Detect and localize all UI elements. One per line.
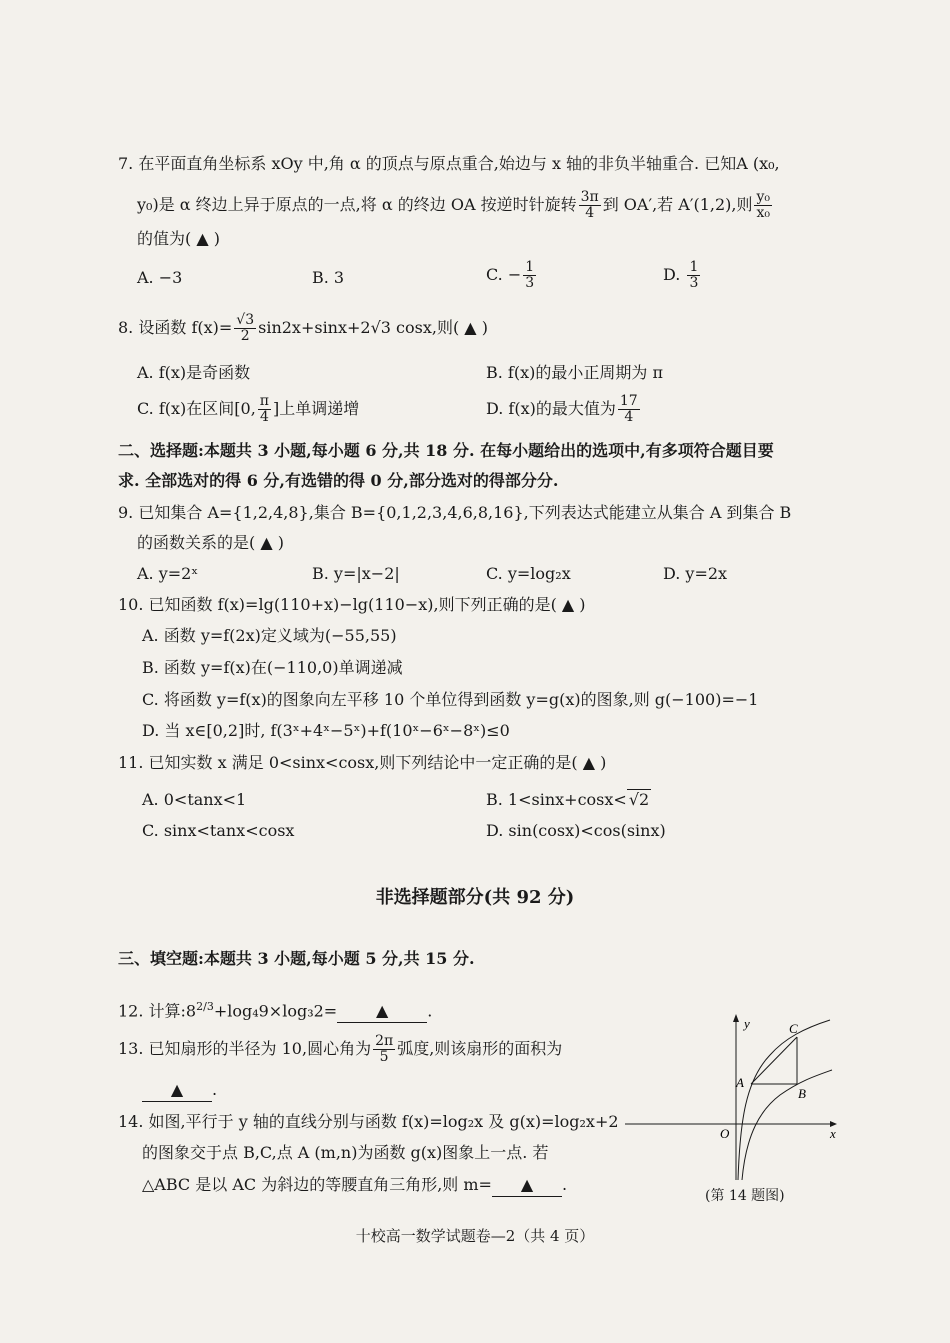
section3-heading: 三、填空题:本题共 3 小题,每小题 5 分,共 15 分. — [118, 949, 475, 968]
y-axis-arrow — [733, 1014, 739, 1022]
label-x: x — [830, 1126, 836, 1141]
q13-line2: ▲ . — [142, 1079, 217, 1102]
q7-line2-b: 到 OA′,若 A′(1,2),则 — [602, 195, 753, 214]
q12-answer-blank: ▲ — [337, 1000, 427, 1023]
q8-sqrt3-over-2: $\frac{√3}{2}$ — [236, 312, 255, 344]
q14-line1: 14. 如图,平行于 y 轴的直线分别与函数 f(x)=log₂x 及 g(x)=log₂x+2 — [118, 1112, 619, 1131]
q8-option-b: B. f(x)的最小正周期为 π — [486, 363, 663, 382]
q9-line2: 的函数关系的是( ▲ ) — [137, 533, 284, 552]
page-footer: 十校高一数学试题卷—2（共 4 页） — [355, 1227, 595, 1245]
q7-option-c: C. − $\frac{1}{3}$ — [486, 259, 535, 291]
q11-option-b: B. 1<sinx+cosx< √2 — [486, 790, 650, 809]
label-a: A — [736, 1075, 744, 1090]
curve-f — [742, 1070, 832, 1180]
q12: 12. 计算$:8^{2/3}+\log_49\times\log_32=$ ▲ . — [118, 996, 432, 1023]
label-c: C — [789, 1021, 798, 1036]
q14-figure — [620, 1010, 845, 1185]
q7-rotation-fraction: $\frac{3\pi}{4}$ — [580, 189, 599, 221]
figure-caption: (第 14 题图) — [705, 1188, 785, 1204]
q13-answer-blank: ▲ — [142, 1079, 212, 1102]
q9-option-a: A. y=2ˣ — [137, 564, 199, 583]
q8-option-a: A. f(x)是奇函数 — [137, 363, 251, 382]
q7-option-a: A. −3 — [137, 268, 183, 287]
q10-option-a: A. 函数 y=f(2x)定义域为(−55,55) — [142, 626, 397, 645]
q13-line1: 13. 已知扇形的半径为 10,圆心角为 $\frac{2\pi}{5}$ 弧度,则该扇形的面积为 — [118, 1033, 563, 1065]
q8-option-c: C. f(x)在区间[0, $\frac{\pi}{4}$ ]上单调递增 — [137, 393, 360, 425]
q8-option-d: D. f(x)的最大值为 $\frac{17}{4}$ — [486, 393, 638, 425]
q7-line2 — [137, 190, 774, 221]
q7-option-b: B. 3 — [312, 268, 345, 287]
q8-stem: 8. 设函数 f(x)= $\frac{√3}{2}$ sin2x+sinx+2√3 cosx,则( ▲ ) — [118, 312, 488, 344]
q10-option-b: B. 函数 y=f(x)在(−110,0)单调递减 — [142, 658, 403, 677]
label-b: B — [798, 1086, 806, 1101]
q7-line1: 7. 在平面直角坐标系 xOy 中,角 α 的顶点与原点重合,始边与 x 轴的非负半轴重合. 已知A (x₀, — [118, 154, 780, 173]
q14-line3: △ABC 是以 AC 为斜边的等腰直角三角形,则 m= ▲ . — [142, 1174, 567, 1197]
section2-line2: 求. 全部选对的得 6 分,有选错的得 0 分,部分选对的得部分分. — [118, 471, 559, 490]
q9-option-c: C. y=log₂x — [486, 564, 571, 583]
q12-exponent: 2/3 — [196, 1000, 214, 1013]
q7-ratio-fraction: $\frac{\text{y₀}}{\text{x₀}}$ — [756, 189, 771, 221]
q10-option-c: C. 将函数 y=f(x)的图象向左平移 10 个单位得到函数 y=g(x)的图象,则 g(−100)=−1 — [142, 690, 759, 709]
q7-line2-a: y₀)是 α 终边上异于原点的一点,将 α 的终边 OA 按逆时针旋转 — [137, 195, 577, 214]
q10-stem: 10. 已知函数 f(x)=lg(110+x)−lg(110−x),则下列正确的是( ▲ ) — [118, 595, 586, 614]
q9-option-d: D. y=2x — [663, 564, 728, 583]
q9-option-b: B. y=|x−2| — [312, 564, 400, 583]
q11-option-d: D. sin(cosx)<cos(sinx) — [486, 821, 666, 840]
q7-line3: 的值为( ▲ ) — [137, 229, 220, 248]
part2-title: 非选择题部分(共 92 分) — [375, 887, 575, 908]
q9-line1: 9. 已知集合 A={1,2,4,8},集合 B={0,1,2,3,4,6,8,16},下列表达式能建立从集合 A 到集合 B — [118, 503, 792, 522]
curve-g — [738, 1020, 830, 1180]
q11-stem: 11. 已知实数 x 满足 0<sinx<cosx,则下列结论中一定正确的是( ▲ ) — [118, 753, 607, 772]
section2-line1: 二、选择题:本题共 3 小题,每小题 6 分,共 18 分. 在每小题给出的选项中,有多项符合题目要 — [118, 441, 774, 460]
q14-line2: 的图象交于点 B,C,点 A (m,n)为函数 g(x)图象上一点. 若 — [142, 1143, 549, 1162]
q10-option-d: D. 当 x∈[0,2]时, f(3ˣ+4ˣ−5ˣ)+f(10ˣ−6ˣ−8ˣ)≤0 — [142, 721, 510, 740]
segment-ac — [751, 1037, 797, 1084]
q14-answer-blank: ▲ — [492, 1174, 562, 1197]
q7-option-d: D. $\frac{1}{3}$ — [663, 259, 699, 291]
label-origin: O — [720, 1126, 730, 1141]
q11-option-c: C. sinx<tanx<cosx — [142, 821, 295, 840]
q11-option-a: A. 0<tanx<1 — [142, 790, 247, 809]
label-y: y — [744, 1016, 750, 1031]
